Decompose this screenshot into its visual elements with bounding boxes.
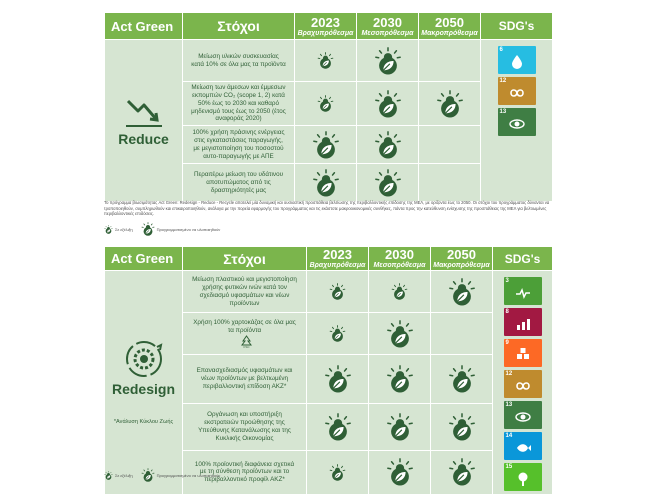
sdg-number: 8 [505, 309, 509, 315]
legend-in-progress [104, 225, 133, 235]
act-green-header: Act Green [105, 247, 183, 271]
planned-icon [141, 222, 155, 237]
reduce-arrow-icon [124, 95, 164, 129]
sdg-3-tile [504, 277, 542, 305]
goal-text: Μείωση υλικών συσκευασίας κατά 10% σε όλα μας τα προϊόντα [183, 40, 295, 82]
category-cell [105, 271, 183, 495]
sdg-number: 6 [499, 47, 503, 53]
sdg-number: 3 [505, 278, 509, 284]
lca-footnote: *Ανάλυση Κύκλου Ζωής [113, 419, 174, 425]
sdg-header: SDG's [493, 247, 553, 271]
sdg-header: SDG's [481, 13, 553, 40]
fish-icon [515, 440, 531, 456]
program-description: Το πρόγραμμα βιωσιμότητας Act Green: Redesign - Reduce - Recycle αποτελεί μία δυναμική και ουσιαστική προσπάθεια βελτίωσης της περιβαλλοντικής επίδοσης της ΜΕΛ, με ορίζοντα έως το 2050. Οι στόχοι του προγράμματος δύνανται να τροποποιηθούν, συμπληρωθούν και επικαιροποιηθούν, ανάλογα με την πορεία εφαρμογής του προγράμματος και τις εκάστοτε μακροοικονομικές συνθήκες, πάντα προς την κατεύθυνση ενίσχυσης της προσπάθειας της ΜΕΛ για βελτιωμένες περιβαλλοντικές επιδόσεις. [104, 200, 550, 217]
in-progress-icon [104, 471, 113, 481]
mark-2030 [369, 313, 431, 355]
mark-2050 [419, 126, 481, 164]
legend-planned-label: Προγραμματισμένο να υλοποιηθούν [156, 473, 221, 478]
sdg-9-tile [504, 339, 542, 367]
mark-2050 [431, 271, 493, 313]
year-header-2023: 2023 Βραχυπρόθεσμα [295, 13, 357, 40]
legend-in-progress [104, 471, 133, 481]
svg-text:FSC: FSC [243, 345, 250, 349]
table-row [105, 40, 553, 82]
table-row [105, 271, 553, 313]
sdg-8-tile [504, 308, 542, 336]
sdg-column [493, 271, 553, 495]
sdg-number: 12 [505, 371, 513, 377]
year-header-2030: 2030 Μεσοπρόθεσμα [369, 247, 431, 271]
mark-2023 [307, 450, 369, 494]
reduce-panel [104, 12, 552, 202]
legend-in-progress-label: Σε εξέλιξη [115, 473, 133, 478]
in-progress-icon [104, 225, 113, 235]
mark-2030 [369, 355, 431, 404]
sdg-number: 9 [505, 340, 509, 346]
mark-2023 [307, 355, 369, 404]
redesign-goals-table [104, 246, 553, 495]
mark-2023 [295, 40, 357, 82]
year-header-2050: 2050 Μακροπρόθεσμα [419, 13, 481, 40]
sdg-6-tile [498, 46, 536, 74]
mark-2050 [431, 404, 493, 451]
legend-planned [141, 468, 221, 483]
mark-2030 [369, 271, 431, 313]
mark-2050 [431, 450, 493, 494]
year-header-2050: 2050 Μακροπρόθεσμα [431, 247, 493, 271]
mark-2030 [357, 126, 419, 164]
heartbeat-icon [515, 285, 531, 301]
legend-planned [141, 222, 221, 237]
legend-planned-label: Προγραμματισμένο να υλοποιηθούν [156, 227, 221, 232]
mark-2050 [431, 313, 493, 355]
mark-2023 [295, 126, 357, 164]
legend [104, 222, 220, 237]
redesign-panel [104, 246, 552, 495]
infinity-icon [509, 85, 525, 101]
sdg-12-tile [504, 370, 542, 398]
sdg-14-tile [504, 432, 542, 460]
reduce-goals-table [104, 12, 553, 202]
mark-2050 [419, 82, 481, 126]
category-label: Redesign [111, 381, 175, 397]
tree-icon [515, 471, 531, 487]
goal-text: 100% χρήση πράσινης ενέργειας στις εγκαταστάσεις παραγωγής, με μεγιστοποίηση του ποσοστού αυτο-παραγωγής με ΑΠΕ [183, 126, 295, 164]
redesign-gear-icon [124, 339, 164, 379]
sdg-13-tile [498, 108, 536, 136]
mark-2023 [307, 313, 369, 355]
eye-earth-icon [515, 409, 531, 425]
sdg-number: 14 [505, 433, 513, 439]
goal-text: Μείωση πλαστικού και μεγιστοποίηση χρήσης φυτικών ινών κατά τον σχεδιασμό υφασμάτων και νέων προϊόντων [183, 271, 307, 313]
eye-earth-icon [509, 116, 525, 132]
sdg-column [481, 40, 553, 202]
planned-icon [141, 468, 155, 483]
mark-2030 [357, 40, 419, 82]
year-header-2030: 2030 Μεσοπρόθεσμα [357, 13, 419, 40]
fsc-logo [240, 335, 253, 348]
sdg-12-tile [498, 77, 536, 105]
water-drop-icon [509, 54, 525, 70]
goal-text: Χρήση 100% χαρτοκάζας σε όλα μας τα προϊόντα FSC [183, 313, 307, 355]
legend [104, 468, 220, 483]
mark-2030 [357, 82, 419, 126]
infinity-icon [515, 378, 531, 394]
mark-2030 [369, 450, 431, 494]
goals-header: Στόχοι [183, 13, 295, 40]
sdg-number: 13 [499, 109, 507, 115]
sdg-number: 13 [505, 402, 513, 408]
goal-text: Περαιτέρω μείωση του υδάτινου αποτυπώματος από τις δραστηριότητές μας [183, 164, 295, 202]
cubes-icon [515, 347, 531, 363]
legend-in-progress-label: Σε εξέλιξη [115, 227, 133, 232]
mark-2030 [369, 404, 431, 451]
sdg-number: 15 [505, 464, 513, 470]
act-green-header: Act Green [105, 13, 183, 40]
mark-2023 [295, 82, 357, 126]
category-cell [105, 40, 183, 202]
mark-2050 [419, 164, 481, 202]
mark-2050 [419, 40, 481, 82]
sdg-15-tile [504, 463, 542, 491]
mark-2030 [357, 164, 419, 202]
mark-2023 [307, 404, 369, 451]
mark-2023 [295, 164, 357, 202]
growth-chart-icon [515, 316, 531, 332]
sdg-number: 12 [499, 78, 507, 84]
mark-2023 [307, 271, 369, 313]
category-label: Reduce [118, 130, 169, 147]
goals-header: Στόχοι [183, 247, 307, 271]
goal-text: Οργάνωση και υποστήριξη εκστρατειών προώθησης της Υπεύθυνης Κατανάλωσης και της Κυκλικής Οικονομίας [183, 404, 307, 451]
goal-text: Μείωση των άμεσων και έμμεσων εκπομπών CO₂ (scope 1, 2) κατά 50% έως το 2030 και καθαρό μηδενισμό τους έως το 2050 (έτος αναφοράς 2020) [183, 82, 295, 126]
year-header-2023: 2023 Βραχυπρόθεσμα [307, 247, 369, 271]
goal-text: 100% προϊοντική διαφάνεια σχετικά με τη σύνθεση προϊόντων και το περιβαλλοντικό προφίλ ΑΚΖ* [183, 450, 307, 494]
mark-2050 [431, 355, 493, 404]
sdg-13-tile [504, 401, 542, 429]
goal-text: Επανασχεδιασμός υφασμάτων και νέων προϊόντων με βελτιωμένη περιβαλλοντική επίδοση ΑΚΖ* [183, 355, 307, 404]
